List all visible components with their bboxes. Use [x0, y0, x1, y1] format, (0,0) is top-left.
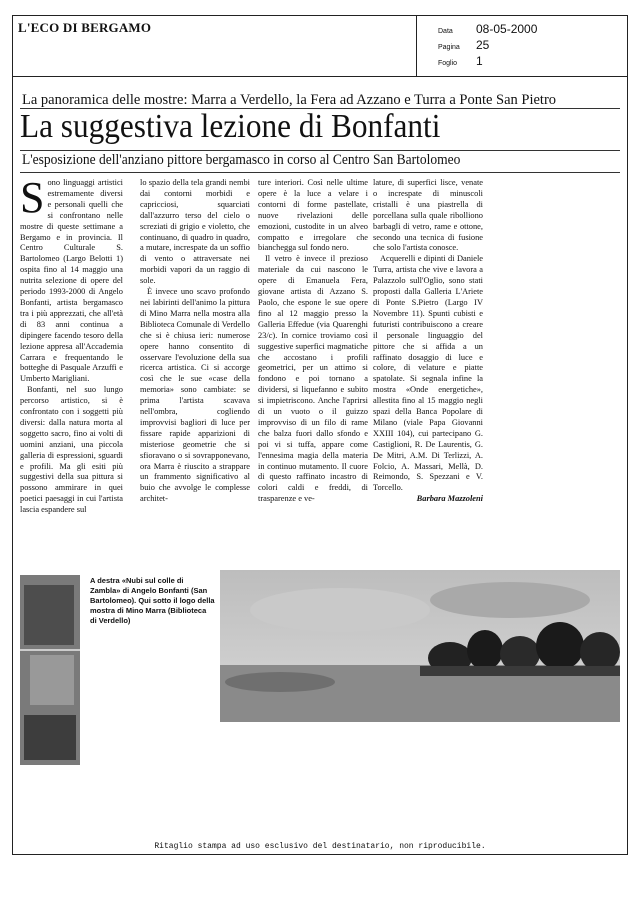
footer-notice: Ritaglio stampa ad uso esclusivo del destinatario, non riproducibile.	[154, 842, 486, 851]
col2-paragraph-1: lo spazio della tela grandi nembi dai contorni morbidi e capricciosi, squarciati dall'azzurro terso del cielo o screziati di grigio e violetto, che continuano, di quadro in quadro, a mutare, increspate da un soffio di vento o attraversate nei morbidi vapori da un raggio di sole.	[140, 178, 250, 286]
article-column-4	[373, 178, 483, 563]
article-column-3	[258, 178, 368, 563]
article-headline: La suggestiva lezione di Bonfanti	[20, 108, 441, 145]
col3-paragraph-1: ture interiori. Così nelle ultime opere è la luce a velare i contorni di forme pastellate, nuove rivelazioni delle emozioni, custodite in un alveo compatto e irregolare che bianchegga sul fondo nero.	[258, 178, 368, 253]
sheet-value: 1	[476, 54, 483, 68]
col3-paragraph-2: Il vetro è invece il prezioso materiale da cui nascono le opere di Emanuela Fera, giovane artista di Azzano S. Paolo, che espone le sue opere fino al 12 maggio presso la Galleria Effedue (via Quarenghi 23/c). In cornice troviamo così suggestive superfici magmatiche che accostano i profili geometrici, per un attimo si fondono e poi tornano a dividersi, si liquefanno e subito si impietriscono. Anche l'aprirsi di un vuoto o il guizzo improvviso di un filo di rame che balza fuori dallo sfondo e poi vi si tuffa, appare come l'ennesima magia della materia in continuo mutamento. Il cuore di questo raffinato incastro di colori caldi e freddi, di trasparenze e ve-	[258, 254, 368, 504]
newspaper-masthead: L'ECO DI BERGAMO	[18, 20, 152, 35]
drop-cap: S	[20, 178, 45, 222]
article-column-2	[140, 178, 250, 563]
sheet-label: Foglio	[438, 60, 458, 67]
photo-caption: A destra «Nubi sul colle di Zambla» di Angelo Bonfanti (San Bartolomeo). Qui sotto il logo della mostra di Mino Marra (Biblioteca di Verdello)	[90, 576, 215, 625]
date-value: 08-05-2000	[476, 22, 538, 36]
bonfanti-painting-image	[220, 570, 620, 722]
marra-logo-image	[20, 575, 80, 765]
col4-paragraph-2: Acquerelli e dipinti di Daniele Turra, artista che vive e lavora a Palazzolo sull'Oglio, sono stati proposti dalla Galleria L'Ariete di Ponte S.Pietro (Largo IV Novembre 11). Spunti cubisti e futuristi contribuiscono a creare il personale linguaggio del pittore che si affida a un raffinato dosaggio di luce e colore, di velature e piatte spatolate. Si segnala infine la mostra «Onde energetiche», allestita fino al 15 maggio negli spazi della Banca Popolare di Milano (viale Papa Giovanni XXIII 104), cui partecipano G. Castiglioni, R. De Laurentis, G. De Mitri, A.M. Di Terlizzi, A. Folcio, A. Massari, Mellà, D. Reimondo, S. Spezzani e V. Torcello.	[373, 254, 483, 493]
subhead-rule	[20, 172, 620, 173]
col2-paragraph-2: È invece uno scavo profondo nei labirinti dell'animo la pittura di Mino Marra nella mostra alla Biblioteca Comunale di Verdello che si è chiusa ieri: numerose opere hanno consentito di osservare l'evoluzione della sua ricerca artistica. Ci si accorge così che le sue «case della memoria» sono cambiate: se prima l'artista scavava nell'ombra, cogliendo improvvisi bagliori di luce per fissare rapide apparizioni di misteriose geometrie che si sfioravano o si sovrapponevano, ora Marra è riuscito a strappare un frammento significativo al buio che avvolge le complesse architet-	[140, 287, 250, 504]
page-value: 25	[476, 38, 490, 52]
article-kicker: La panoramica delle mostre: Marra a Verdello, la Fera ad Azzano e Turra a Ponte San Pietro	[22, 92, 557, 108]
author-signature: Barbara Mazzoleni	[416, 494, 483, 504]
col4-paragraph-1: lature, di superfici lisce, venate o increspate di minuscoli cristalli è una piastrella di porcellana sulla quale ribolliono barbagli di vetro, rame e ottone, secondo una tecnica di fusione che solo l'artista conosce.	[373, 178, 483, 253]
page-label: Pagina	[438, 44, 460, 51]
col1-paragraph-2: Bonfanti, nel suo lungo percorso artistico, si è confrontato con i soggetti più diversi: dalla natura morta al soggetto sacro, fino ai volti di uomini anziani, una piccola galleria di espressioni, sguardi e profili. Ma gli esiti più suggestivi della sua pittura si possono ammirare in quei poetici paesaggi in cui l'artista lascia espandere sul	[20, 385, 123, 515]
article-column-1	[20, 178, 123, 563]
col1-paragraph-1: ono linguaggi artistici estremamente diversi e personali quelli che si confrontano nelle mostre di queste settimane a Bergamo e in provincia. Il Centro Culturale S. Bartolomeo (Largo Belotti 1) ospita fino al 14 maggio una nutrita selezione di opere del periodo 1993-2000 di Angelo Bonfanti, artista bergamasco tra i più apprezzati, che all'età di 83 anni continua a dipingere facendo tesoro della lezione appresa all'Accademia Carrara e frequentando le botteghe di Pasquale Arzuffi e Umberto Marigliani.	[20, 178, 123, 384]
article-subhead: L'esposizione dell'anziano pittore bergamasco in corso al Centro San Bartolomeo	[22, 152, 461, 168]
headline-rule	[20, 150, 620, 151]
sheet-row	[438, 52, 483, 70]
date-label: Data	[438, 28, 453, 35]
